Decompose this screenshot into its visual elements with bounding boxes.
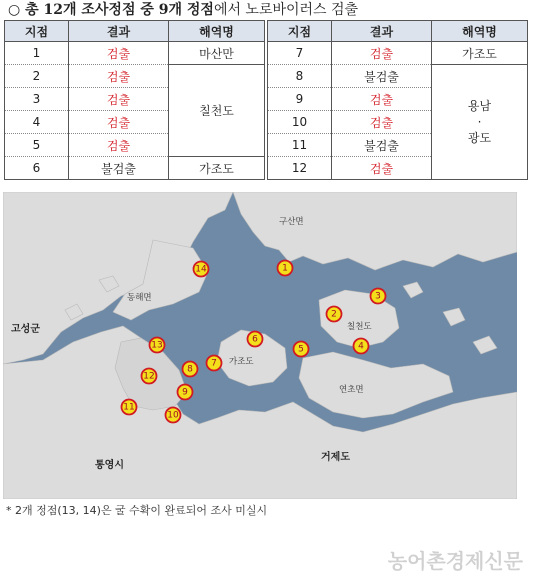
sampling-map [3, 192, 517, 499]
table-row: 10 검출 [268, 111, 528, 134]
site-marker-label: 13 [151, 340, 163, 351]
header-result: 결과 [69, 21, 169, 42]
watermark: 농어촌경제신문 [387, 549, 523, 573]
map-svg [3, 192, 517, 499]
table-row: 12 검출 [268, 157, 528, 180]
site-marker-11 [122, 400, 137, 415]
site-marker-4 [354, 339, 369, 354]
label-tongyeong: 통영시 [95, 460, 124, 471]
footnote: * 2개 정점(13, 14)은 굴 수확이 완료되어 조사 미실시 [6, 504, 268, 517]
label-gajo: 가조도 [229, 357, 254, 367]
table-header-row [5, 21, 265, 42]
site-marker-label: 5 [298, 344, 304, 355]
header-site: 지점 [5, 21, 69, 42]
site-marker-label: 9 [182, 387, 188, 398]
label-yeoncho: 연초면 [339, 385, 364, 395]
table-row: 4 검출 [5, 111, 265, 134]
site-marker-label: 1 [282, 263, 288, 274]
label-chilcheon: 칠천도 [347, 322, 372, 332]
site-marker-label: 10 [167, 410, 179, 421]
header-site: 지점 [268, 21, 332, 42]
site-marker-label: 8 [187, 364, 193, 375]
area-cell-yongnam: 용남 · 광도 [432, 65, 528, 180]
site-marker-label: 7 [211, 358, 217, 369]
table-row: 2 검출 칠천도 [5, 65, 265, 88]
label-gusan: 구산면 [279, 217, 304, 227]
site-marker-10 [166, 408, 181, 423]
site-marker-label: 12 [143, 371, 155, 382]
site-marker-label: 6 [252, 334, 258, 345]
table-header-row [268, 21, 528, 42]
site-marker-label: 3 [375, 291, 381, 302]
site-marker-label: 11 [123, 402, 135, 413]
header-area: 해역명 [169, 21, 265, 42]
site-marker-5 [294, 342, 309, 357]
table-row: 9 검출 [268, 88, 528, 111]
site-marker-label: 4 [358, 341, 364, 352]
site-marker-13 [150, 338, 165, 353]
area-cell-chilcheon: 칠천도 [169, 65, 265, 157]
label-geoje: 거제도 [321, 452, 350, 463]
header-area: 해역명 [432, 21, 528, 42]
result-table-left [4, 20, 265, 180]
page-title: ○ 총 12개 조사정점 중 9개 정점에서 노로바이러스 검출 [8, 2, 359, 18]
site-marker-12 [142, 369, 157, 384]
table-row: 3 검출 [5, 88, 265, 111]
site-marker-8 [183, 362, 198, 377]
site-marker-label: 2 [331, 309, 337, 320]
table-row: 11 불검출 [268, 134, 528, 157]
table-row: 5 검출 [5, 134, 265, 157]
site-marker-6 [248, 332, 263, 347]
site-marker-3 [371, 289, 386, 304]
label-goseong: 고성군 [11, 324, 40, 335]
header-result: 결과 [332, 21, 432, 42]
table-row: 8 불검출 용남 · 광도 [268, 65, 528, 88]
site-marker-14 [194, 262, 209, 277]
site-marker-9 [178, 385, 193, 400]
site-marker-label: 14 [195, 264, 207, 275]
site-marker-1 [278, 261, 293, 276]
table-row: 6 불검출 가조도 [5, 157, 265, 180]
site-marker-2 [327, 307, 342, 322]
result-table-right [267, 20, 528, 180]
site-marker-7 [207, 356, 222, 371]
label-donghae: 동해면 [127, 293, 152, 303]
table-row: 7 검출 가조도 [268, 42, 528, 65]
table-row: 1 검출 마산만 [5, 42, 265, 65]
